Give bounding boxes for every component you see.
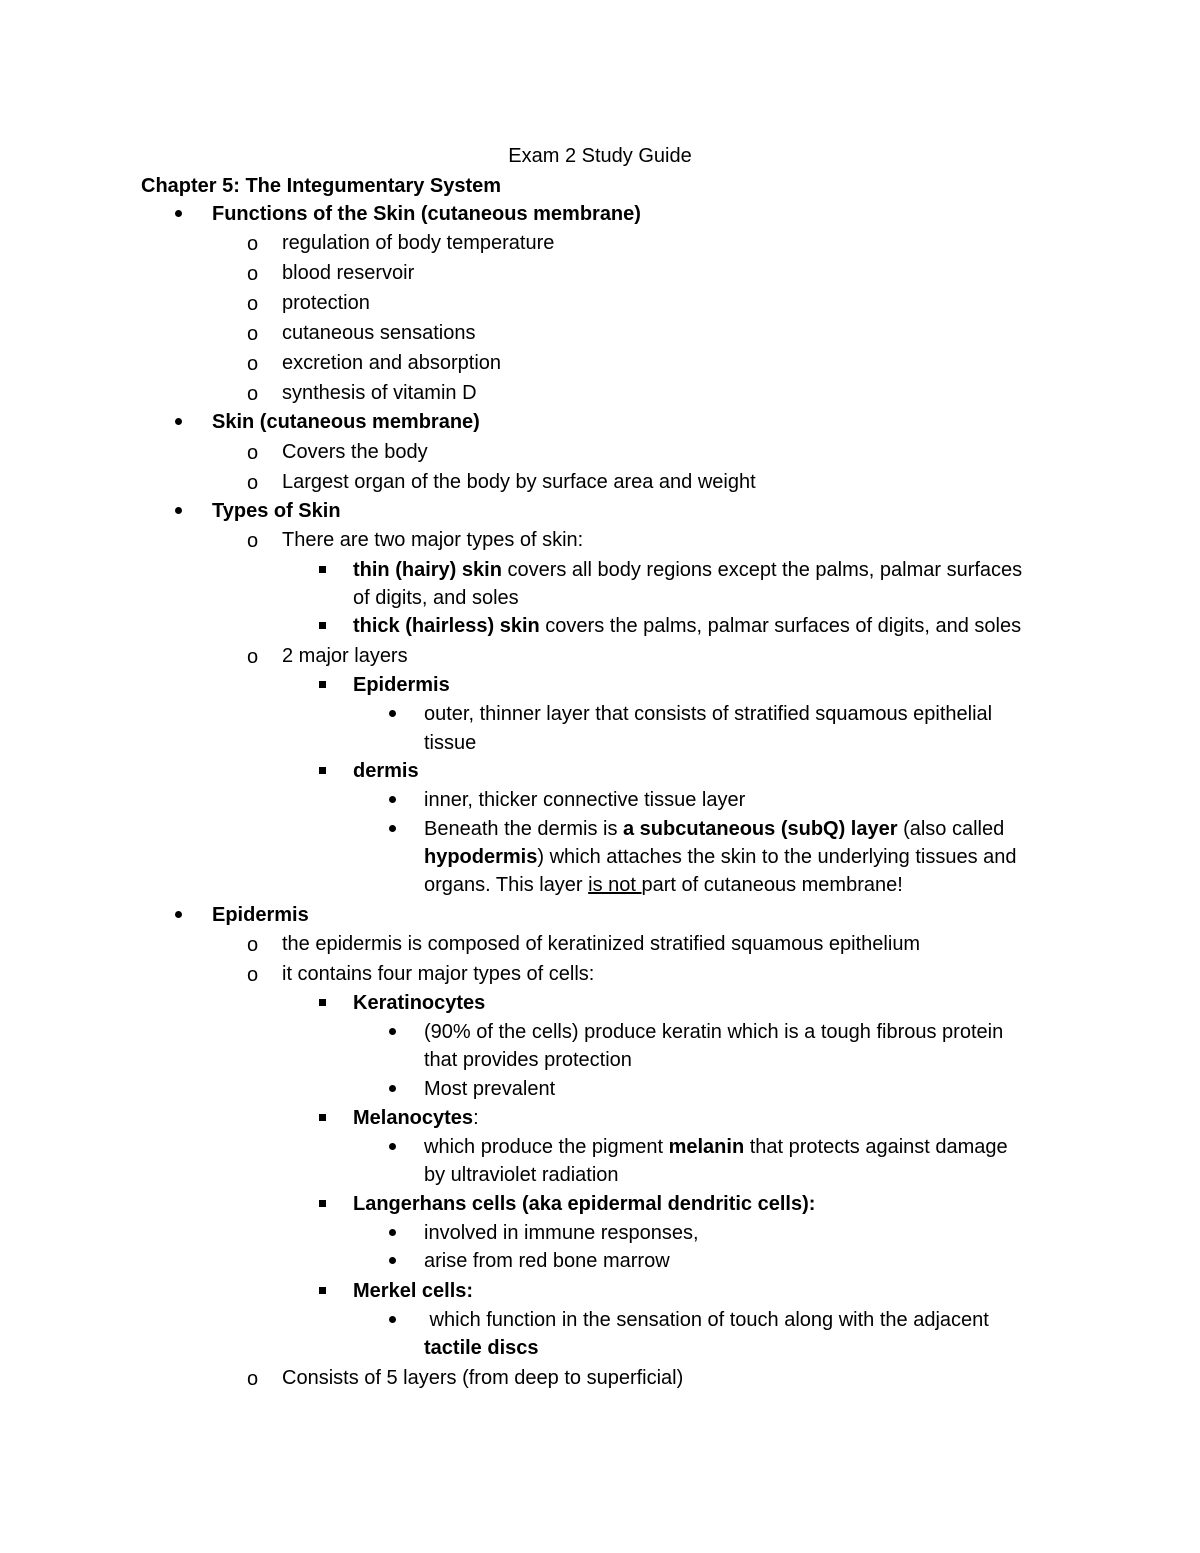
bullet-square bbox=[319, 1114, 326, 1121]
bullet-circle: o bbox=[247, 442, 259, 464]
list-item-subq bbox=[424, 815, 1004, 843]
bullet-circle: o bbox=[247, 472, 259, 494]
bullet-circle: o bbox=[247, 934, 259, 956]
text: which produce the pigment bbox=[424, 1136, 669, 1158]
bullet-circle: o bbox=[247, 530, 259, 552]
bullet-circle: o bbox=[247, 1368, 259, 1390]
term-melanocytes: Melanocytes bbox=[353, 1107, 474, 1129]
list-item: which function in the sensation of touch along with the adjacent bbox=[424, 1309, 989, 1331]
term-keratinocytes: Keratinocytes bbox=[353, 992, 486, 1014]
term-langerhans: Langerhans cells (aka epidermal dendritic cells): bbox=[353, 1193, 816, 1215]
term-dermis: dermis bbox=[353, 760, 419, 782]
list-item: outer, thinner layer that consists of stratified squamous epithelial bbox=[424, 703, 993, 725]
list-item: cutaneous sensations bbox=[282, 322, 476, 344]
list-item: excretion and absorption bbox=[282, 352, 502, 374]
chapter-heading: Chapter 5: The Integumentary System bbox=[141, 175, 502, 197]
bullet-square bbox=[319, 622, 326, 629]
term-hypodermis: hypodermis bbox=[424, 846, 538, 868]
list-item-continuation: tissue bbox=[424, 732, 477, 754]
bullet-dot bbox=[175, 418, 182, 425]
list-item: There are two major types of skin: bbox=[282, 529, 584, 551]
term-melanin: melanin bbox=[668, 1136, 745, 1158]
text: Beneath the dermis is bbox=[424, 818, 623, 840]
text: (also called bbox=[897, 818, 1005, 840]
list-item-continuation bbox=[424, 843, 1017, 871]
bullet-dot bbox=[389, 825, 396, 832]
bullet-circle: o bbox=[247, 646, 259, 668]
list-item-continuation: that provides protection bbox=[424, 1049, 632, 1071]
bullet-square bbox=[319, 1200, 326, 1207]
list-item: Consists of 5 layers (from deep to superficial) bbox=[282, 1367, 684, 1389]
bullet-square bbox=[319, 566, 326, 573]
bullet-circle: o bbox=[247, 964, 259, 986]
bullet-dot bbox=[175, 507, 182, 514]
bullet-square bbox=[319, 767, 326, 774]
list-item: Most prevalent bbox=[424, 1078, 556, 1100]
list-item: the epidermis is composed of keratinized stratified squamous epithelium bbox=[282, 933, 921, 955]
list-item: arise from red bone marrow bbox=[424, 1250, 670, 1272]
text: part of cutaneous membrane! bbox=[641, 874, 903, 896]
text: : bbox=[473, 1107, 479, 1129]
list-item: regulation of body temperature bbox=[282, 232, 555, 254]
bullet-circle: o bbox=[247, 383, 259, 405]
bullet-dot bbox=[389, 1257, 396, 1264]
list-item-continuation: of digits, and soles bbox=[353, 587, 519, 609]
section-heading-epidermis: Epidermis bbox=[212, 904, 309, 926]
text: covers the palms, palmar surfaces of digits, and soles bbox=[539, 615, 1022, 637]
term-subq: a subcutaneous (subQ) layer bbox=[623, 818, 898, 840]
term-epidermis: Epidermis bbox=[353, 674, 450, 696]
bullet-circle: o bbox=[247, 323, 259, 345]
bullet-square bbox=[319, 681, 326, 688]
list-item: protection bbox=[282, 292, 370, 314]
bullet-circle: o bbox=[247, 263, 259, 285]
bullet-dot bbox=[389, 1316, 396, 1323]
text: organs. This layer bbox=[424, 874, 589, 896]
bullet-dot bbox=[175, 210, 182, 217]
term-thin-skin: thin (hairy) skin bbox=[353, 559, 502, 581]
list-item-continuation: by ultraviolet radiation bbox=[424, 1164, 619, 1186]
underlined-text: is not bbox=[588, 874, 642, 896]
term-tactile-discs: tactile discs bbox=[424, 1337, 539, 1359]
term-thick-skin: thick (hairless) skin bbox=[353, 615, 540, 637]
list-item: blood reservoir bbox=[282, 262, 415, 284]
list-item-continuation bbox=[424, 871, 903, 899]
list-item: 2 major layers bbox=[282, 645, 408, 667]
bullet-circle: o bbox=[247, 353, 259, 375]
bullet-dot bbox=[389, 1085, 396, 1092]
section-heading-skin: Skin (cutaneous membrane) bbox=[212, 411, 480, 433]
text: covers all body regions except the palms, palmar surfaces bbox=[501, 559, 1023, 581]
list-item: Largest organ of the body by surface area and weight bbox=[282, 471, 756, 493]
bullet-square bbox=[319, 999, 326, 1006]
bullet-square bbox=[319, 1287, 326, 1294]
list-item: it contains four major types of cells: bbox=[282, 963, 595, 985]
term-merkel: Merkel cells: bbox=[353, 1280, 474, 1302]
list-item-thin-skin bbox=[353, 556, 1022, 584]
bullet-circle: o bbox=[247, 293, 259, 315]
term-melanocytes-line bbox=[353, 1104, 479, 1132]
list-item: (90% of the cells) produce keratin which is a tough fibrous protein bbox=[424, 1021, 1004, 1043]
bullet-dot bbox=[389, 1028, 396, 1035]
text: that protects against damage bbox=[744, 1136, 1008, 1158]
list-item: inner, thicker connective tissue layer bbox=[424, 789, 746, 811]
list-item: involved in immune responses, bbox=[424, 1222, 699, 1244]
bullet-dot bbox=[175, 911, 182, 918]
bullet-dot bbox=[389, 796, 396, 803]
section-heading-functions: Functions of the Skin (cutaneous membrane) bbox=[212, 203, 641, 225]
bullet-dot bbox=[389, 1229, 396, 1236]
list-item-thick-skin bbox=[353, 612, 1021, 640]
list-item: Covers the body bbox=[282, 441, 428, 463]
bullet-dot bbox=[389, 1143, 396, 1150]
document-title: Exam 2 Study Guide bbox=[508, 145, 692, 167]
list-item: synthesis of vitamin D bbox=[282, 382, 477, 404]
bullet-dot bbox=[389, 710, 396, 717]
bullet-circle: o bbox=[247, 233, 259, 255]
section-heading-types: Types of Skin bbox=[212, 500, 341, 522]
list-item-melanin bbox=[424, 1133, 1008, 1161]
text: ) which attaches the skin to the underlying tissues and bbox=[537, 846, 1017, 868]
